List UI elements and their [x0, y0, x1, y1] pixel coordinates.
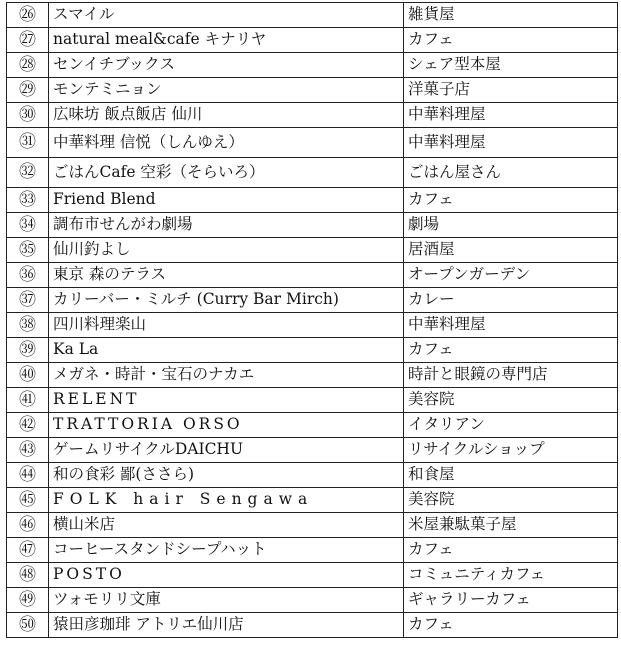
row-number: ㊱	[7, 263, 49, 288]
shop-name: 中華料理 信悦（しんゆえ）	[49, 128, 404, 158]
row-number: ㊿	[7, 613, 49, 638]
row-number: ㊽	[7, 563, 49, 588]
shop-name: 猿田彦珈琲 アトリエ仙川店	[49, 613, 404, 638]
table-row	[7, 28, 618, 53]
shop-list-table	[6, 2, 618, 638]
shop-name: natural meal&cafe キナリヤ	[49, 28, 404, 53]
shop-category: カレー	[404, 288, 618, 313]
shop-name: ごはんCafe 空彩（そらいろ）	[49, 158, 404, 188]
table-row	[7, 413, 618, 438]
shop-name: メガネ・時計・宝石のナカエ	[49, 363, 404, 388]
row-number: ㊾	[7, 588, 49, 613]
shop-name: POSTO	[49, 563, 404, 588]
shop-list-sheet	[6, 2, 617, 638]
table-row	[7, 563, 618, 588]
table-row	[7, 3, 618, 28]
shop-name: FOLK hair Sengawa	[49, 488, 404, 513]
shop-category: カフェ	[404, 338, 618, 363]
shop-category: 米屋兼駄菓子屋	[404, 513, 618, 538]
shop-category: コミュニティカフェ	[404, 563, 618, 588]
shop-category: オープンガーデン	[404, 263, 618, 288]
row-number: ㉜	[7, 158, 49, 188]
table-row	[7, 613, 618, 638]
table-row	[7, 158, 618, 188]
row-number: ㊴	[7, 338, 49, 363]
row-number: ㉖	[7, 3, 49, 28]
table-row	[7, 313, 618, 338]
shop-category: 美容院	[404, 388, 618, 413]
row-number: ㊲	[7, 288, 49, 313]
row-number: ㉙	[7, 78, 49, 103]
table-row	[7, 188, 618, 213]
shop-name: 仙川釣よし	[49, 238, 404, 263]
row-number: ㊼	[7, 538, 49, 563]
shop-name: 四川料理楽山	[49, 313, 404, 338]
shop-category: シェア型本屋	[404, 53, 618, 78]
shop-name: 和の食彩 鄙(ささら)	[49, 463, 404, 488]
row-number: ㊻	[7, 513, 49, 538]
shop-category: ギャラリーカフェ	[404, 588, 618, 613]
shop-category: 洋菓子店	[404, 78, 618, 103]
table-row	[7, 128, 618, 158]
shop-name: TRATTORIA ORSO	[49, 413, 404, 438]
shop-name: 東京 森のテラス	[49, 263, 404, 288]
table-row	[7, 538, 618, 563]
shop-name: ゲームリサイクルDAICHU	[49, 438, 404, 463]
row-number: ㉞	[7, 213, 49, 238]
shop-name: 広味坊 飯点飯店 仙川	[49, 103, 404, 128]
table-row	[7, 338, 618, 363]
shop-category: カフェ	[404, 188, 618, 213]
table-row	[7, 53, 618, 78]
row-number: ㉟	[7, 238, 49, 263]
shop-category: イタリアン	[404, 413, 618, 438]
shop-category: 中華料理屋	[404, 103, 618, 128]
table-row	[7, 263, 618, 288]
row-number: ㊺	[7, 488, 49, 513]
row-number: ㊸	[7, 438, 49, 463]
shop-category: カフェ	[404, 28, 618, 53]
table-row	[7, 213, 618, 238]
shop-list-body	[7, 3, 618, 638]
table-row	[7, 463, 618, 488]
row-number: ㉘	[7, 53, 49, 78]
table-row	[7, 238, 618, 263]
row-number: ㉗	[7, 28, 49, 53]
shop-category: リサイクルショップ	[404, 438, 618, 463]
shop-category: 美容院	[404, 488, 618, 513]
shop-category: 居酒屋	[404, 238, 618, 263]
shop-category: 劇場	[404, 213, 618, 238]
table-row	[7, 488, 618, 513]
shop-name: コーヒースタンドシープハット	[49, 538, 404, 563]
table-row	[7, 78, 618, 103]
row-number: ㊷	[7, 413, 49, 438]
row-number: ㉛	[7, 128, 49, 158]
shop-category: 和食屋	[404, 463, 618, 488]
table-row	[7, 388, 618, 413]
shop-name: 調布市せんがわ劇場	[49, 213, 404, 238]
shop-category: 中華料理屋	[404, 128, 618, 158]
shop-name: モンテミニョン	[49, 78, 404, 103]
shop-category: 中華料理屋	[404, 313, 618, 338]
row-number: ㊵	[7, 363, 49, 388]
row-number: ㊹	[7, 463, 49, 488]
table-row	[7, 363, 618, 388]
shop-name: カリーバー・ミルチ (Curry Bar Mirch)	[49, 288, 404, 313]
table-row	[7, 438, 618, 463]
table-row	[7, 588, 618, 613]
shop-name: Friend Blend	[49, 188, 404, 213]
shop-name: センイチブックス	[49, 53, 404, 78]
table-row	[7, 513, 618, 538]
shop-name: ツォモリリ文庫	[49, 588, 404, 613]
row-number: ㉝	[7, 188, 49, 213]
shop-category: 雑貨屋	[404, 3, 618, 28]
table-row	[7, 103, 618, 128]
row-number: ㉚	[7, 103, 49, 128]
shop-name: スマイル	[49, 3, 404, 28]
table-row	[7, 288, 618, 313]
shop-name: 横山米店	[49, 513, 404, 538]
shop-name: Ka La	[49, 338, 404, 363]
row-number: ㊳	[7, 313, 49, 338]
row-number: ㊶	[7, 388, 49, 413]
shop-category: 時計と眼鏡の専門店	[404, 363, 618, 388]
shop-category: カフェ	[404, 538, 618, 563]
shop-category: カフェ	[404, 613, 618, 638]
shop-name: RELENT	[49, 388, 404, 413]
shop-category: ごはん屋さん	[404, 158, 618, 188]
